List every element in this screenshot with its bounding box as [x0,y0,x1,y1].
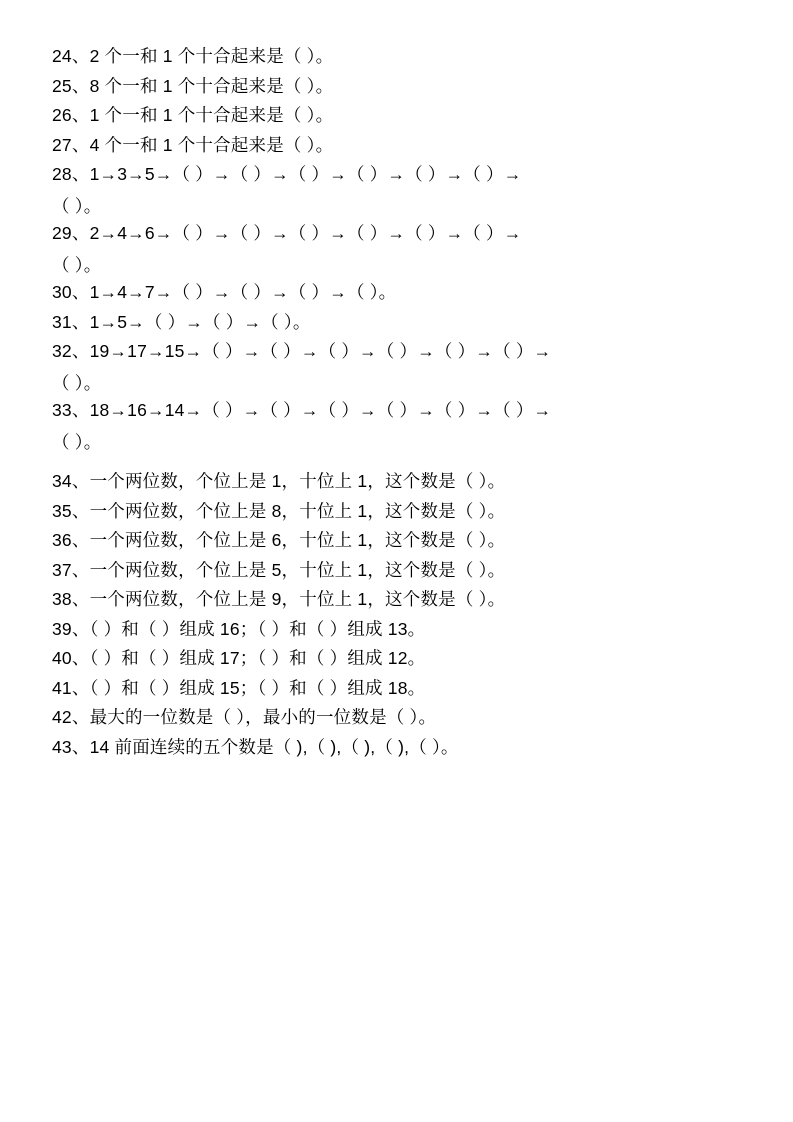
question-text-continued: （ ）。 [52,195,102,216]
list-item [52,736,747,757]
question-text: 36、一个两位数，个位上是 6，十位上 1，这个数是（ ）。 [52,530,506,550]
question-text-continued: （ ）。 [52,372,102,393]
question-text: 37、一个两位数，个位上是 5，十位上 1，这个数是（ ）。 [52,559,506,580]
list-item [52,650,747,668]
question-text: 34、一个两位数，个位上是 1，十位上 1，这个数是（ ）。 [52,471,506,491]
question-text-continued: （ ）。 [52,431,102,452]
question-text: 30、1→4→7→（ ）→（ ）→（ ）→（ ）。 [52,282,397,302]
list-item [52,532,747,550]
list-item [52,48,747,66]
list-item [52,473,747,491]
list-item [52,225,747,274]
question-text: 27、4 个一和 1 个十合起来是（ ）。 [52,134,334,155]
list-item [52,677,747,698]
question-text: 25、8 个一和 1 个十合起来是（ ）。 [52,75,334,96]
list-item [52,500,747,521]
list-item [52,591,747,609]
question-list [52,48,747,756]
question-text: 43、14 前面连续的五个数是（ ),（ ),（ ),（ ),（ ）。 [52,736,459,757]
question-text: 41、（ ）和（ ）组成 15；（ ）和（ ）组成 18。 [52,677,426,698]
question-text: 35、一个两位数，个位上是 8，十位上 1，这个数是（ ）。 [52,500,506,521]
question-text: 29、2→4→6→（ ）→（ ）→（ ）→（ ）→（ ）→（ ）→ [52,223,522,243]
list-item [52,75,747,96]
question-text: 42、最大的一位数是（ ），最小的一位数是（ ）。 [52,707,437,727]
question-text: 28、1→3→5→（ ）→（ ）→（ ）→（ ）→（ ）→（ ）→ [52,164,522,184]
list-item [52,709,747,727]
list-item [52,618,747,639]
list-item [52,311,747,332]
question-text: 38、一个两位数，个位上是 9，十位上 1，这个数是（ ）。 [52,589,506,609]
list-item [52,402,747,451]
list-item [52,559,747,580]
question-text: 39、（ ）和（ ）组成 16；（ ）和（ ）组成 13。 [52,618,426,639]
list-item [52,166,747,215]
question-text: 26、1 个一和 1 个十合起来是（ ）。 [52,105,334,125]
question-text: 32、19→17→15→（ ）→（ ）→（ ）→（ ）→（ ）→（ ）→ [52,341,552,361]
question-text: 40、（ ）和（ ）组成 17；（ ）和（ ）组成 12。 [52,648,426,668]
question-text: 31、1→5→（ ）→（ ）→（ ）。 [52,311,311,332]
list-item [52,343,747,392]
list-item [52,284,747,302]
question-text: 33、18→16→14→（ ）→（ ）→（ ）→（ ）→（ ）→（ ）→ [52,400,552,420]
question-text-continued: （ ）。 [52,254,102,275]
list-item [52,134,747,155]
list-item [52,107,747,125]
question-text: 24、2 个一和 1 个十合起来是（ ）。 [52,46,334,66]
